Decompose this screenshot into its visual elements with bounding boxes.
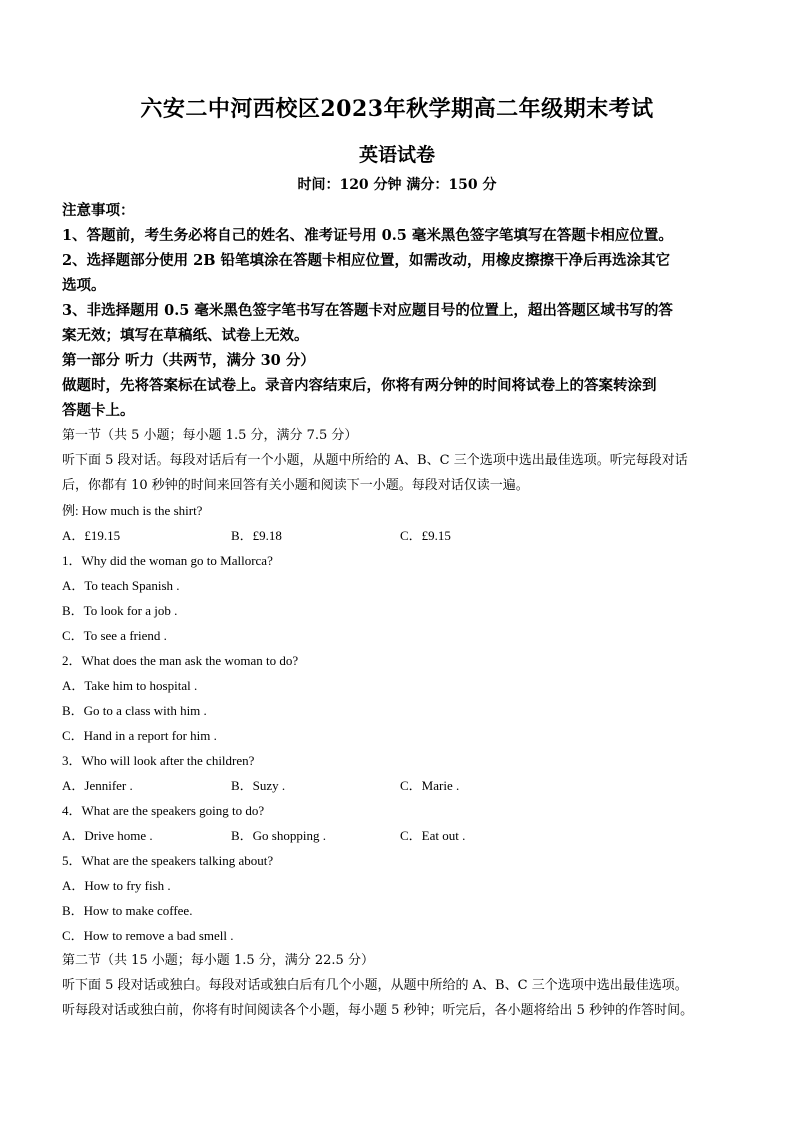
example-option-a: A．£19.15: [62, 528, 121, 543]
question-5-option-b: B．How to make coffee.: [62, 903, 193, 918]
question-4-option-c: C．Eat out .: [400, 828, 466, 843]
note-line-1: 1、答题前，考生务必将自己的姓名、准考证号用 0.5 毫米黑色签字笔填写在答题卡相应位置。: [62, 227, 673, 244]
question-4-options: [62, 823, 742, 848]
part1-instruction-2: 答题卡上。: [62, 402, 135, 419]
section2-instruction-1: 听下面 5 段对话或独白。每段对话或独白后有几个小题，从题中所给的 A、B、C 三个选项中选出最佳选项。: [62, 978, 688, 993]
exam-title: 六安二中河西校区2023年秋学期高二年级期末考试: [140, 96, 654, 122]
notes-heading: 注意事项：: [62, 202, 135, 219]
example-question: 例: How much is the shirt?: [62, 503, 203, 518]
note-line-3: 选项。: [62, 277, 106, 294]
question-3-option-b: B．Suzy .: [231, 778, 286, 793]
section1-instruction-2: 后，你都有 10 秒钟的时间来回答有关小题和阅读下一小题。每段对话仅读一遍。: [62, 478, 529, 493]
question-3-option-a: A．Jennifer .: [62, 778, 133, 793]
section1-heading: 第一节（共 5 小题；每小题 1.5 分，满分 7.5 分）: [62, 428, 358, 443]
exam-subject: 英语试卷: [358, 144, 435, 166]
question-5: 5．What are the speakers talking about?: [62, 853, 274, 868]
question-2: 2．What does the man ask the woman to do?: [62, 653, 299, 668]
part1-heading: 第一部分 听力（共两节，满分 30 分）: [62, 352, 315, 369]
question-4-option-b: B．Go shopping .: [231, 828, 326, 843]
exam-time-score: 时间：120 分钟 满分：150 分: [297, 177, 497, 193]
question-4: 4．What are the speakers going to do?: [62, 803, 265, 818]
section2-instruction-2: 听每段对话或独白前，你将有时间阅读各个小题，每小题 5 秒钟；听完后，各小题将给出 5 秒钟的作答时间。: [62, 1003, 694, 1018]
question-4-option-a: A．Drive home .: [62, 828, 153, 843]
question-5-option-a: A．How to fry fish .: [62, 878, 171, 893]
question-1-option-b: B．To look for a job .: [62, 603, 178, 618]
example-option-c: C．£9.15: [400, 528, 451, 543]
example-option-b: B．£9.18: [231, 528, 282, 543]
question-3: 3．Who will look after the children?: [62, 753, 255, 768]
section1-instruction-1: 听下面 5 段对话。每段对话后有一个小题，从题中所给的 A、B、C 三个选项中选出最佳选项。听完每段对话: [62, 453, 688, 468]
note-line-4: 3、非选择题用 0.5 毫米黑色签字笔书写在答题卡对应题目号的位置上，超出答题区域书写的答: [62, 302, 673, 319]
question-2-option-b: B．Go to a class with him .: [62, 703, 207, 718]
question-2-option-a: A．Take him to hospital .: [62, 678, 198, 693]
exam-content: [62, 198, 742, 1023]
note-line-5: 案无效；填写在草稿纸、试卷上无效。: [62, 327, 309, 344]
question-5-option-c: C．How to remove a bad smell .: [62, 928, 234, 943]
question-1-option-c: C．To see a friend .: [62, 628, 167, 643]
part1-instruction-1: 做题时，先将答案标在试卷上。录音内容结束后，你将有两分钟的时间将试卷上的答案转涂到: [62, 377, 657, 394]
question-2-option-c: C．Hand in a report for him .: [62, 728, 217, 743]
section2-heading: 第二节（共 15 小题；每小题 1.5 分，满分 22.5 分）: [62, 953, 374, 968]
example-options: [62, 523, 742, 548]
question-1: 1．Why did the woman go to Mallorca?: [62, 553, 273, 568]
question-1-option-a: A．To teach Spanish .: [62, 578, 180, 593]
question-3-option-c: C．Marie .: [400, 778, 460, 793]
note-line-2: 2、选择题部分使用 2B 铅笔填涂在答题卡相应位置，如需改动，用橡皮擦擦干净后再选涂其它: [62, 252, 671, 269]
question-3-options: [62, 773, 742, 798]
